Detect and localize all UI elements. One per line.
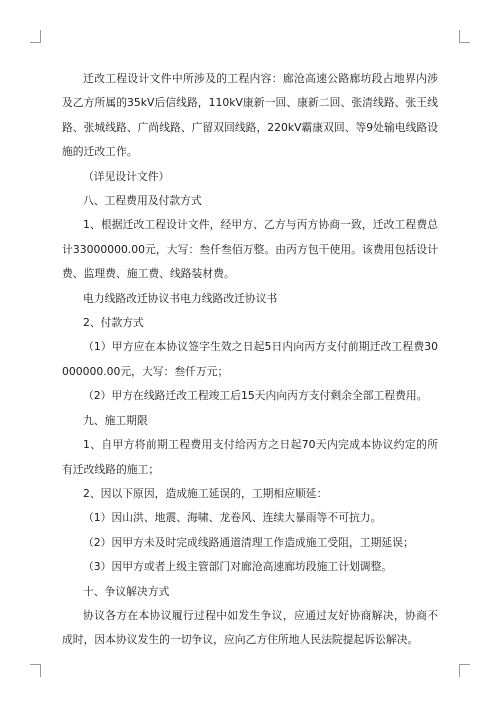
- paragraph-payment-1: （1）甲方应在本协议签字生效之日起5日内向丙方支付前期迁改工程费30000000.00元，大写：叁仟万元；: [62, 340, 438, 378]
- paragraph-delay-reason-1: （1）因山洪、地震、海啸、龙卷风、连续大暴雨等不可抗力。: [83, 511, 382, 525]
- paragraph-dispute-resolution: 协议各方在本协议履行过程中如发生争议，应通过友好协商解决，协商不成时，因本协议发生的一切争议，应向乙方住所地人民法院提起诉讼解决。: [62, 608, 438, 647]
- heading-section-10: 十、争议解决方式: [83, 584, 170, 598]
- paragraph-cost-total: 1、根据迁改工程设计文件，经甲方、乙方与丙方协商一致，迁改工程费总计33000000.00元，大写：叁仟叁佰万整。由丙方包干使用。该费用包括设计费、监理费、施工费、线路装材费。: [62, 218, 438, 281]
- paragraph-delay-reason-2: （2）因甲方未及时完成线路通道清理工作造成施工受阻，工期延误；: [83, 535, 414, 549]
- heading-payment-method: 2、付款方式: [83, 316, 144, 330]
- crop-mark-top-left: [30, 30, 41, 43]
- paragraph-delay-reason-3: （3）因甲方或者上级主管部门对廊沧高速廊坊段施工计划调整。: [83, 560, 393, 574]
- paragraph-scope: 迁改工程设计文件中所涉及的工程内容：廊沧高速公路廊坊段占地界内涉及乙方所属的35kV后信线路，110kV康新一回、康新二回、张清线路、张王线路、张城线路、广尚线路、广留双回线路，220kV霸康双回、等9处输电线路设施的迁改工作。: [62, 72, 438, 159]
- paragraph-schedule-2: 2、因以下原因，造成施工延误的，工期相应顺延：: [83, 486, 328, 500]
- paragraph-schedule-1: 1、自甲方将前期工程费用支付给丙方之日起70天内完成本协议约定的所有迁改线路的施工；: [62, 438, 438, 476]
- heading-section-9: 九、施工期限: [83, 413, 148, 427]
- crop-mark-top-right: [459, 30, 470, 43]
- document-body: [62, 67, 438, 653]
- crop-mark-bottom-right: [459, 664, 470, 677]
- paragraph-doc-title-repeat: 电力线路改迁协议书电力线路改迁协议书: [83, 291, 278, 305]
- crop-mark-bottom-left: [30, 664, 41, 677]
- paragraph-see-design: （详见设计文件）: [83, 169, 170, 183]
- heading-section-8: 八、工程费用及付款方式: [83, 194, 202, 208]
- paragraph-payment-2: （2）甲方在线路迁改工程竣工后15天内向丙方支付剩余全部工程费用。: [83, 389, 428, 403]
